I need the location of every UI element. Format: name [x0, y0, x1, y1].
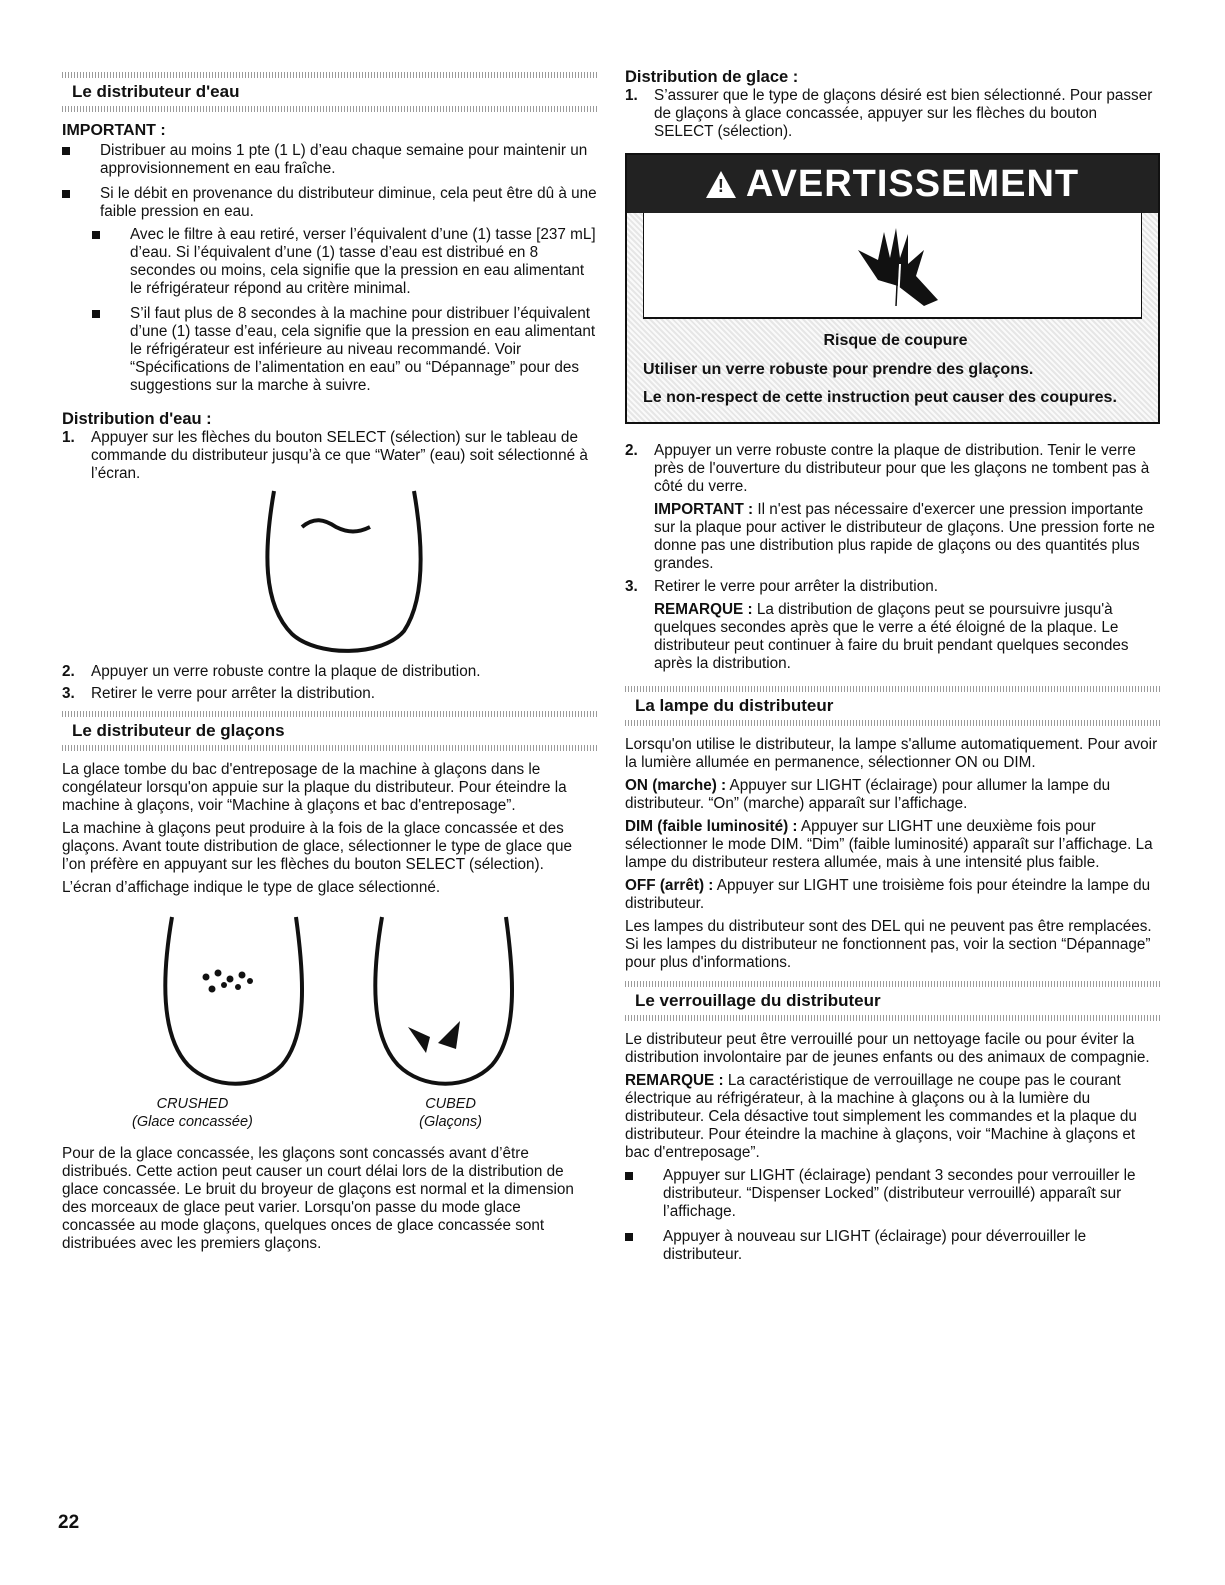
- step-number: 1.: [62, 429, 75, 446]
- water-dispenser-heading: Le distributeur d'eau: [72, 82, 240, 101]
- step-number: 2.: [625, 442, 638, 459]
- step-text: Appuyer un verre robuste contre la plaque de distribution.: [91, 663, 481, 680]
- light-on-text: Appuyer sur LIGHT (éclairage) pour allumer la lampe du distributeur. “On” (marche) apparaît sur l’affichage.: [625, 777, 1111, 812]
- lock-paragraph: Le distributeur peut être verrouillé pour un nettoyage facile ou pour éviter la distribution involontaire par de jeunes enfants ou des animaux de compagnie.: [625, 1031, 1150, 1066]
- step-item: [625, 578, 1160, 673]
- light-dim-text: Appuyer sur LIGHT une deuxième fois pour sélectionner le mode DIM. “Dim” (faible luminosité) apparaît sur l’affichage. La lampe du distributeur restera allumée, mais à une intensité plus faible.: [625, 818, 1153, 871]
- dispenser-lock-heading: Le verrouillage du distributeur: [635, 991, 881, 1010]
- sub-bullet-item: Avec le filtre à eau retiré, verser l’équivalent d’une (1) tasse [237 mL] d’eau. Si l’équivalent d’une (1) tasse d’eau est distribué en 8 secondes ou moins, cela signifie que la pression en eau alimentant le réfrigérateur répond au critère minimal.: [92, 226, 597, 298]
- important-bullet-list: [62, 142, 597, 221]
- ice-type-illustrations: [62, 915, 597, 1095]
- light-off-paragraph: [625, 877, 1160, 913]
- hatch-divider: [62, 711, 597, 717]
- light-paragraph: Les lampes du distributeur sont des DEL qui ne peuvent pas être remplacées. Si les lampes du distributeur ne fonctionnent pas, voir la section “Dépannage” pour plus d'informations.: [625, 918, 1152, 971]
- hatch-divider: [62, 72, 597, 78]
- ice-dispenser-section-header: [62, 711, 597, 751]
- glass-water-illustration: [262, 489, 462, 659]
- step-number: 1.: [625, 87, 638, 104]
- step-number: 2.: [62, 663, 75, 680]
- light-off-label: OFF (arrêt) :: [625, 877, 714, 894]
- step-number: 3.: [62, 685, 75, 702]
- step-note-label: REMARQUE :: [654, 601, 753, 618]
- step-item: [62, 663, 597, 681]
- page-number: 22: [58, 1512, 80, 1533]
- ice-steps-list-continued: [625, 442, 1160, 673]
- light-off-text: Appuyer sur LIGHT une troisième fois pour éteindre la lampe du distributeur.: [625, 877, 1151, 912]
- light-on-paragraph: [625, 777, 1160, 813]
- light-dim-label: DIM (faible luminosité) :: [625, 818, 798, 835]
- cubed-caption: [419, 1095, 482, 1131]
- ice-dispenser-heading: Le distributeur de glaçons: [72, 721, 285, 740]
- warning-hazard: Risque de coupure: [823, 332, 968, 349]
- left-column: [62, 72, 597, 1258]
- step-note-label: IMPORTANT :: [654, 501, 754, 518]
- hatch-divider: [625, 981, 1160, 987]
- water-dispenser-section-header: [62, 72, 597, 112]
- water-steps-list-continued: [62, 663, 597, 703]
- important-label: IMPORTANT :: [62, 122, 166, 139]
- ice-paragraph: La glace tombe du bac d'entreposage de la machine à glaçons dans le congélateur lorsqu'on appuie sur la plaque du distributeur. Pour éteindre la machine à glaçons, voir “Machine à glaçons et bac d'entreposage”.: [62, 761, 567, 814]
- step-text: Retirer le verre pour arrêter la distribution.: [91, 685, 375, 702]
- step-note-text: La distribution de glaçons peut se poursuivre jusqu'à quelques secondes après que le verre a été éloigné de la plaque. Le distributeur peut continuer à faire du bruit pendant quelques secondes après la distribution.: [654, 601, 1129, 672]
- ice-paragraph: L’écran d’affichage indique le type de glace sélectionné.: [62, 879, 441, 896]
- warning-box: [625, 153, 1160, 424]
- crushed-caption: [132, 1095, 253, 1131]
- crushed-label: CRUSHED: [156, 1096, 229, 1112]
- step-note: [654, 501, 1160, 573]
- lock-note-paragraph: [625, 1072, 1160, 1162]
- light-on-label: ON (marche) :: [625, 777, 727, 794]
- lock-note-text: La caractéristique de verrouillage ne coupe pas le courant électrique au réfrigérateur, à la machine à glaçons ou à la lumière du distributeur. Cela désactive tout simplement les commandes et la plaque du distributeur. Pour éteindre la machine à glaçons, voir “Machine à glaçons et bac d'entreposage”.: [625, 1072, 1137, 1161]
- bullet-item: Appuyer sur LIGHT (éclairage) pendant 3 secondes pour verrouiller le distributeur. “Dispenser Locked” (distributeur verrouillé) apparaît sur l’affichage.: [625, 1167, 1160, 1221]
- warning-title-bar: [627, 155, 1158, 213]
- step-item: [625, 442, 1160, 573]
- ice-paragraph: La machine à glaçons peut produire à la fois de la glace concassée et des glaçons. Avant toute distribution de glace, sélectionner le type de glace que l’on préfère en appuyant sur les flèches du bouton SELECT (sélection).: [62, 820, 572, 873]
- warning-instruction: Utiliser un verre robuste pour prendre des glaçons.: [643, 361, 1034, 378]
- dispenser-lock-section-header: [625, 981, 1160, 1021]
- step-note-text: Il n'est pas nécessaire d'exercer une pression importante sur la plaque pour activer le distributeur de glaçons. Une pression forte ne donne pas une distribution plus rapide de glaçons ou des quantités plus grandes.: [654, 501, 1155, 572]
- step-item: [625, 87, 1160, 141]
- cubed-label: CUBED: [425, 1096, 476, 1112]
- ice-type-captions: [132, 1095, 482, 1131]
- bullet-item: Appuyer à nouveau sur LIGHT (éclairage) pour déverrouiller le distributeur.: [625, 1228, 1160, 1264]
- light-paragraph: Lorsqu'on utilise le distributeur, la lampe s'allume automatiquement. Pour avoir la lumière allumée en permanence, sélectionner ON ou DIM.: [625, 736, 1158, 771]
- crushed-sublabel: (Glace concassée): [132, 1114, 253, 1130]
- water-dispensing-heading: Distribution d'eau :: [62, 410, 212, 428]
- step-text: Retirer le verre pour arrêter la distribution.: [654, 578, 938, 595]
- right-column: [625, 68, 1160, 1271]
- cut-hand-icon: [838, 220, 948, 310]
- bullet-item: Distribuer au moins 1 pte (1 L) d’eau chaque semaine pour maintenir un approvisionnement en eau fraîche.: [62, 142, 597, 178]
- step-text: Appuyer sur les flèches du bouton SELECT (sélection) sur le tableau de commande du distributeur jusqu’à ce que “Water” (eau) soit sélectionné à l’écran.: [91, 429, 588, 482]
- dispenser-light-section-header: [625, 686, 1160, 726]
- hatch-divider: [625, 686, 1160, 692]
- pressure-sub-bullet-list: [62, 226, 597, 395]
- ice-dispensing-heading: Distribution de glace :: [625, 68, 799, 86]
- ice-paragraph: Pour de la glace concassée, les glaçons sont concassés avant d’être distribués. Cette action peut causer un court délai lors de la distribution de glace concassée. Le bruit du broyeur de glaçons est normal et la dimension des morceaux de glace peut varier. Lorsqu'on passe du mode glace concassée au mode glaçons, quelques onces de glace concassée sont distribuées avec les premiers glaçons.: [62, 1145, 574, 1252]
- bullet-text: Si le débit en provenance du distributeur diminue, cela peut être dû à une faible pression en eau.: [100, 185, 597, 220]
- cubed-sublabel: (Glaçons): [419, 1114, 482, 1130]
- step-text: Appuyer un verre robuste contre la plaque de distribution. Tenir le verre près de l'ouverture du distributeur pour que les glaçons ne tombent pas à côté du verre.: [654, 442, 1150, 495]
- warning-pictogram: [643, 213, 1142, 317]
- step-note: [654, 601, 1160, 673]
- water-steps-list: [62, 429, 597, 483]
- warning-triangle-icon: !: [706, 171, 736, 198]
- warning-text-block: [627, 319, 1158, 422]
- step-item: [62, 685, 597, 703]
- sub-bullet-item: S’il faut plus de 8 secondes à la machine pour distribuer l’équivalent d’une (1) tasse d’eau, cela signifie que la pression en eau alimentant le réfrigérateur est inférieure au niveau recommandé. Voir “Spécifications de l’alimentation en eau” ou “Dépannage” pour des suggestions sur la marche à suivre.: [92, 305, 597, 395]
- ice-steps-list: [625, 87, 1160, 141]
- step-text: S’assurer que le type de glaçons désiré est bien sélectionné. Pour passer de glaçons à glace concassée, appuyer sur les flèches du bouton SELECT (sélection).: [654, 87, 1153, 140]
- warning-title: AVERTISSEMENT: [745, 163, 1080, 205]
- lock-note-label: REMARQUE :: [625, 1072, 724, 1089]
- crushed-ice-glass-illustration: [158, 915, 308, 1095]
- lock-bullet-list: [625, 1167, 1160, 1264]
- warning-consequence: Le non-respect de cette instruction peut causer des coupures.: [643, 389, 1117, 406]
- light-dim-paragraph: [625, 818, 1160, 872]
- step-item: [62, 429, 597, 483]
- bullet-item: [62, 185, 597, 221]
- cubed-ice-glass-illustration: [368, 915, 518, 1095]
- step-number: 3.: [625, 578, 638, 595]
- dispenser-light-heading: La lampe du distributeur: [635, 696, 834, 715]
